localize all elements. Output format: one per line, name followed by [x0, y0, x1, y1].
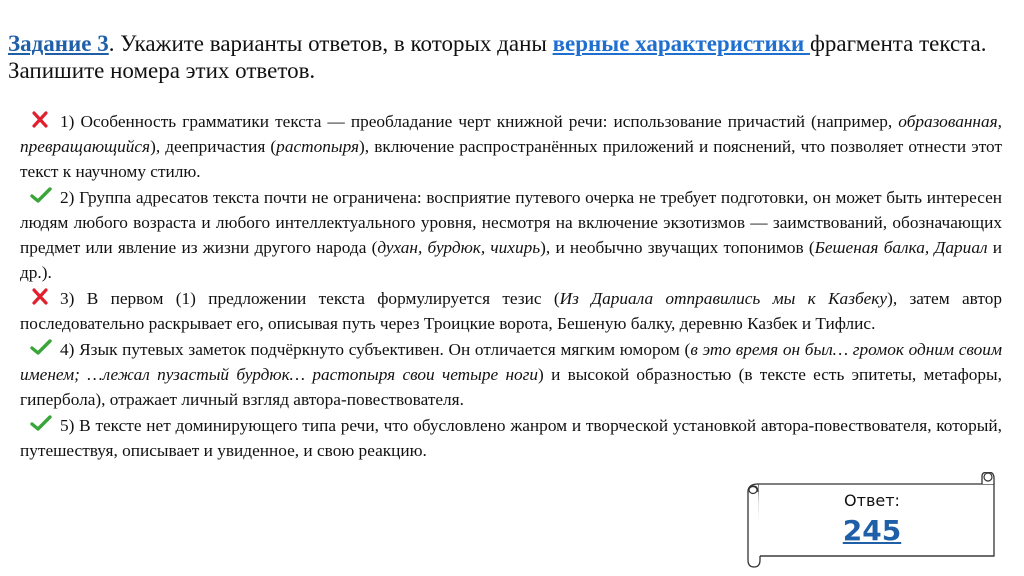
example-quote: духан, бурдюк, чихирь: [377, 238, 541, 257]
option-text: и др.).: [20, 238, 1002, 282]
option-text: 5) В тексте нет доминирующего типа речи, что обусловлено жанром и творческой установкой автора-повествователя, который, путешествуя, описывает и увиденное, и свою реакцию.: [20, 416, 1002, 460]
task-intro-text: . Укажите варианты ответов, в которых даны: [108, 31, 553, 56]
option-text: ), затем автор последовательно раскрывает его, описывая путь через Троицкие ворота, Бешеную балку, деревню Казбек и Тифлис.: [20, 289, 1002, 333]
answer-option: [20, 413, 1002, 463]
answer-option: [20, 109, 1002, 184]
example-quote: в это время он был… громок одним своим именем; …лежал пузастый бурдюк… растопыря свои четыре ноги: [20, 340, 1002, 384]
task-header: [8, 30, 1018, 84]
answer-value: 245: [842, 514, 902, 547]
answer-label: Ответ:: [844, 491, 900, 510]
option-text: ) и высокой образностью (в тексте есть эпитеты, метафоры, гипербола), отражает личный взгляд автора-повествователя.: [20, 365, 1002, 409]
example-quote: образованная, превращающийся: [20, 112, 1002, 156]
answer-scroll: [744, 472, 1000, 568]
example-quote: растопыря: [276, 137, 360, 156]
option-text: ), деепричастия (: [150, 137, 277, 156]
answer-option: [20, 286, 1002, 336]
answer-options-list: [20, 109, 1002, 463]
answer-option: [20, 337, 1002, 412]
option-text: 4) Язык путевых заметок подчёркнуто субъективен. Он отличается мягким юмором (: [60, 340, 691, 359]
option-text: ), включение распространённых приложений и пояснений, что позволяет отнести этот текст к научному стилю.: [20, 137, 1002, 181]
option-text: 1) Особенность грамматики текста — преобладание черт книжной речи: использование причастий (например,: [60, 112, 899, 131]
cross-icon: [30, 111, 52, 128]
option-text: 2) Группа адресатов текста почти не ограничена: восприятие путевого очерка не требует подготовки, он может быть интересен людям любого возраста и любого интеллектуального уровня, несмотря на включение экзотизмов — заимствований, обозначающих предмет или явление из жизни другого народа (: [20, 188, 1002, 257]
task-number-link[interactable]: Задание 3: [8, 31, 109, 56]
example-quote: Из Дариала отправились мы к Казбеку: [559, 289, 888, 308]
check-icon: [30, 187, 52, 204]
highlight-link[interactable]: верные характеристики: [552, 31, 810, 56]
option-text: 3) В первом (1) предложении текста формулируется тезис (: [60, 289, 560, 308]
example-quote: Бешеная балка, Дариал: [814, 238, 988, 257]
answer-option: [20, 185, 1002, 285]
option-text: ), и необычно звучащих топонимов (: [540, 238, 815, 257]
cross-icon: [30, 288, 52, 305]
check-icon: [30, 415, 52, 432]
check-icon: [30, 339, 52, 356]
task-rest-text: фрагмента текста. Запишите номера этих ответов.: [8, 31, 987, 83]
